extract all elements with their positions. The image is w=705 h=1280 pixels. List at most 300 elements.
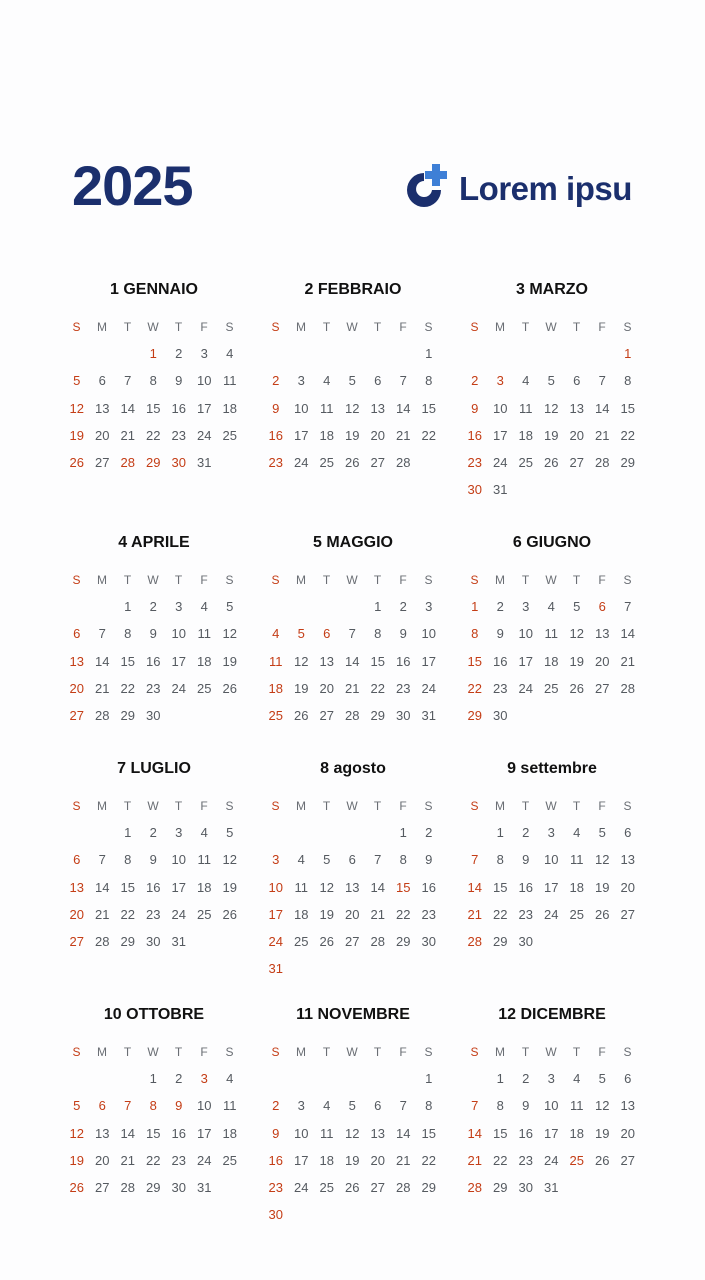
day: 6 xyxy=(98,373,106,389)
day: 15 xyxy=(620,400,635,416)
holiday-day: 9 xyxy=(175,1098,183,1114)
day: 24 xyxy=(421,680,436,696)
day: 7 xyxy=(98,852,106,868)
day: 24 xyxy=(493,454,508,470)
weekday-label: T xyxy=(373,573,382,587)
day-grid xyxy=(64,1042,248,1205)
holiday-day: 30 xyxy=(467,482,482,498)
day: 1 xyxy=(374,599,382,615)
month-7 xyxy=(64,759,248,959)
day: 19 xyxy=(345,427,360,443)
day: 28 xyxy=(396,1179,411,1195)
empty-cell xyxy=(513,344,539,371)
day-grid xyxy=(462,317,646,507)
day: 6 xyxy=(573,373,581,389)
day: 30 xyxy=(171,1179,186,1195)
empty-cell xyxy=(365,823,391,850)
day: 26 xyxy=(345,1179,360,1195)
empty-cell xyxy=(314,597,340,624)
day: 29 xyxy=(396,933,411,949)
day: 13 xyxy=(620,1098,635,1114)
empty-cell xyxy=(64,1069,90,1096)
weekday-label: S xyxy=(72,320,81,334)
day: 21 xyxy=(396,1152,411,1168)
day: 13 xyxy=(620,852,635,868)
day: 17 xyxy=(544,879,559,895)
day: 25 xyxy=(569,906,584,922)
day: 19 xyxy=(595,879,610,895)
day: 4 xyxy=(297,852,305,868)
day: 3 xyxy=(425,599,433,615)
holiday-day: 2 xyxy=(272,373,280,389)
day: 26 xyxy=(595,1152,610,1168)
day: 4 xyxy=(522,373,530,389)
day: 11 xyxy=(223,1098,237,1114)
day: 30 xyxy=(421,933,436,949)
weekday-label: M xyxy=(97,573,108,587)
weekday-label: T xyxy=(174,573,183,587)
day: 5 xyxy=(348,373,356,389)
day: 11 xyxy=(197,852,211,868)
day: 7 xyxy=(98,626,106,642)
day: 18 xyxy=(319,1152,334,1168)
day: 22 xyxy=(421,1152,436,1168)
day: 8 xyxy=(124,626,132,642)
holiday-day: 12 xyxy=(69,1125,84,1141)
weekday-label: W xyxy=(346,320,359,334)
day: 29 xyxy=(421,1179,436,1195)
weekday-label: S xyxy=(470,1045,479,1059)
day: 15 xyxy=(146,1125,161,1141)
weekday-label: T xyxy=(174,1045,183,1059)
day: 27 xyxy=(319,707,334,723)
weekday-label: F xyxy=(399,799,408,813)
day: 16 xyxy=(518,1125,533,1141)
weekday-label: S xyxy=(424,799,433,813)
day: 27 xyxy=(95,1179,110,1195)
weekday-label: T xyxy=(572,799,581,813)
day: 26 xyxy=(294,707,309,723)
day: 6 xyxy=(374,1098,382,1114)
holiday-day: 29 xyxy=(467,707,482,723)
empty-cell xyxy=(314,823,340,850)
day: 7 xyxy=(348,626,356,642)
holiday-day: 1 xyxy=(471,599,479,615)
day: 18 xyxy=(222,400,237,416)
day-grid xyxy=(462,796,646,959)
day: 28 xyxy=(95,707,110,723)
day: 11 xyxy=(197,626,211,642)
day: 14 xyxy=(620,626,635,642)
day: 9 xyxy=(496,626,504,642)
holiday-day: 16 xyxy=(268,1152,283,1168)
day: 22 xyxy=(146,1152,161,1168)
day: 4 xyxy=(200,825,208,841)
day: 2 xyxy=(522,825,530,841)
day: 23 xyxy=(518,906,533,922)
day: 20 xyxy=(620,879,635,895)
month-title: 1 GENNAIO xyxy=(109,281,198,298)
day: 4 xyxy=(226,1071,234,1087)
weekday-label: S xyxy=(623,1045,632,1059)
holiday-day: 18 xyxy=(268,680,283,696)
weekday-label: M xyxy=(296,320,307,334)
day: 20 xyxy=(370,1152,385,1168)
weekday-label: T xyxy=(123,1045,132,1059)
month-2 xyxy=(263,280,447,480)
weekday-label: F xyxy=(598,320,607,334)
day: 7 xyxy=(399,1098,407,1114)
month-title: 10 OTTOBRE xyxy=(103,1006,205,1023)
day: 24 xyxy=(294,1179,309,1195)
day: 14 xyxy=(95,653,110,669)
c-plus-logo-icon xyxy=(403,164,451,210)
weekday-label: T xyxy=(322,1045,331,1059)
day: 2 xyxy=(522,1071,530,1087)
day: 2 xyxy=(149,825,157,841)
day: 17 xyxy=(171,653,186,669)
empty-cell xyxy=(340,1069,366,1096)
holiday-day: 28 xyxy=(467,1179,482,1195)
holiday-day: 14 xyxy=(467,879,482,895)
holiday-day: 26 xyxy=(69,1179,84,1195)
day: 23 xyxy=(421,906,436,922)
day: 31 xyxy=(197,1179,212,1195)
empty-cell xyxy=(263,823,289,850)
day: 30 xyxy=(146,707,161,723)
weekday-label: M xyxy=(495,799,506,813)
day: 5 xyxy=(547,373,555,389)
month-title: 4 APRILE xyxy=(118,534,190,551)
weekday-label: W xyxy=(346,573,359,587)
day: 2 xyxy=(425,825,433,841)
day: 31 xyxy=(171,933,186,949)
day: 18 xyxy=(197,879,212,895)
day: 15 xyxy=(146,400,161,416)
day: 19 xyxy=(569,653,584,669)
empty-cell xyxy=(90,344,116,371)
weekday-label: F xyxy=(399,573,408,587)
day: 12 xyxy=(222,852,237,868)
day: 21 xyxy=(95,680,110,696)
day: 20 xyxy=(95,1152,110,1168)
day: 21 xyxy=(95,906,110,922)
weekday-label: S xyxy=(225,573,234,587)
day: 12 xyxy=(544,400,559,416)
day: 7 xyxy=(624,599,632,615)
holiday-day: 29 xyxy=(146,454,161,470)
day-grid xyxy=(462,570,646,733)
day: 5 xyxy=(348,1098,356,1114)
day: 27 xyxy=(345,933,360,949)
day: 10 xyxy=(518,626,533,642)
day: 19 xyxy=(222,879,237,895)
empty-cell xyxy=(314,344,340,371)
weekday-label: T xyxy=(521,320,530,334)
empty-cell xyxy=(365,1069,391,1096)
weekday-label: S xyxy=(470,320,479,334)
day: 22 xyxy=(493,1152,508,1168)
holiday-day: 22 xyxy=(467,680,482,696)
holiday-day: 10 xyxy=(268,879,283,895)
holiday-day: 26 xyxy=(69,454,84,470)
holiday-day: 5 xyxy=(73,373,81,389)
day: 3 xyxy=(522,599,530,615)
day: 17 xyxy=(197,400,212,416)
holiday-day: 4 xyxy=(272,626,280,642)
day: 1 xyxy=(149,1071,157,1087)
day-grid xyxy=(263,570,447,733)
empty-cell xyxy=(462,344,488,371)
holiday-day: 3 xyxy=(496,373,504,389)
day: 22 xyxy=(120,680,135,696)
month-5 xyxy=(263,533,447,733)
day: 6 xyxy=(624,825,632,841)
day: 8 xyxy=(149,373,157,389)
day: 26 xyxy=(345,454,360,470)
day: 15 xyxy=(493,879,508,895)
empty-cell xyxy=(90,597,116,624)
holiday-day: 3 xyxy=(200,1071,208,1087)
day: 9 xyxy=(149,626,157,642)
holiday-day: 17 xyxy=(268,906,283,922)
weekday-label: M xyxy=(495,1045,506,1059)
weekday-label: T xyxy=(322,573,331,587)
weekday-label: W xyxy=(346,799,359,813)
weekday-label: F xyxy=(399,320,408,334)
day: 15 xyxy=(421,400,436,416)
day: 16 xyxy=(146,653,161,669)
day: 5 xyxy=(226,599,234,615)
day: 6 xyxy=(374,373,382,389)
day: 22 xyxy=(146,427,161,443)
weekday-label: T xyxy=(521,1045,530,1059)
weekday-label: T xyxy=(123,799,132,813)
empty-cell xyxy=(263,1069,289,1096)
day: 28 xyxy=(620,680,635,696)
month-title: 2 FEBBRAIO xyxy=(304,281,402,298)
weekday-label: F xyxy=(200,320,209,334)
empty-cell xyxy=(462,1069,488,1096)
holiday-day: 19 xyxy=(69,1152,84,1168)
holiday-day: 2 xyxy=(272,1098,280,1114)
day: 16 xyxy=(171,1125,186,1141)
weekday-label: M xyxy=(296,573,307,587)
weekday-label: S xyxy=(225,320,234,334)
day: 24 xyxy=(518,680,533,696)
day: 1 xyxy=(496,1071,504,1087)
day-grid xyxy=(64,570,248,733)
month-6 xyxy=(462,533,646,733)
holiday-day: 8 xyxy=(471,626,479,642)
weekday-label: S xyxy=(225,799,234,813)
empty-cell xyxy=(391,344,417,371)
weekday-label: W xyxy=(147,320,160,334)
day: 29 xyxy=(370,707,385,723)
holiday-day: 6 xyxy=(323,626,331,642)
month-10 xyxy=(64,1005,248,1205)
day: 12 xyxy=(345,400,360,416)
day: 27 xyxy=(595,680,610,696)
day: 31 xyxy=(197,454,212,470)
day: 16 xyxy=(518,879,533,895)
holiday-day: 5 xyxy=(73,1098,81,1114)
day: 3 xyxy=(547,825,555,841)
day: 15 xyxy=(421,1125,436,1141)
weekday-label: W xyxy=(545,1045,558,1059)
month-title: 12 DICEMBRE xyxy=(498,1006,606,1023)
day: 14 xyxy=(396,400,411,416)
day: 12 xyxy=(569,626,584,642)
weekday-label: W xyxy=(147,573,160,587)
day: 25 xyxy=(319,1179,334,1195)
weekday-label: S xyxy=(271,1045,280,1059)
day: 21 xyxy=(396,427,411,443)
day: 28 xyxy=(95,933,110,949)
weekday-label: M xyxy=(296,799,307,813)
day: 19 xyxy=(222,653,237,669)
day: 31 xyxy=(493,482,508,498)
day: 25 xyxy=(319,454,334,470)
day: 22 xyxy=(370,680,385,696)
day-grid xyxy=(64,796,248,959)
day: 20 xyxy=(370,427,385,443)
day: 16 xyxy=(396,653,411,669)
day: 31 xyxy=(544,1179,559,1195)
empty-cell xyxy=(263,344,289,371)
day: 21 xyxy=(120,427,135,443)
day: 12 xyxy=(595,1098,610,1114)
weekday-label: F xyxy=(598,573,607,587)
day: 10 xyxy=(197,1098,212,1114)
weekday-label: T xyxy=(572,1045,581,1059)
empty-cell xyxy=(564,344,590,371)
day: 16 xyxy=(421,879,436,895)
day: 21 xyxy=(620,653,635,669)
holiday-day: 23 xyxy=(268,454,283,470)
day: 25 xyxy=(222,1152,237,1168)
weekday-label: F xyxy=(598,799,607,813)
day: 27 xyxy=(95,454,110,470)
holiday-day: 20 xyxy=(69,680,84,696)
day: 1 xyxy=(124,825,132,841)
day: 4 xyxy=(323,1098,331,1114)
day: 30 xyxy=(518,1179,533,1195)
day: 17 xyxy=(493,427,508,443)
month-11 xyxy=(263,1005,447,1232)
logo-text: Lorem ipsu xyxy=(459,169,632,207)
day: 28 xyxy=(595,454,610,470)
day: 14 xyxy=(345,653,360,669)
day: 21 xyxy=(370,906,385,922)
weekday-label: M xyxy=(97,799,108,813)
day: 12 xyxy=(595,852,610,868)
day: 23 xyxy=(146,680,161,696)
holiday-day: 7 xyxy=(471,852,479,868)
day: 13 xyxy=(595,626,610,642)
day: 7 xyxy=(124,373,132,389)
day: 9 xyxy=(425,852,433,868)
day: 14 xyxy=(120,1125,135,1141)
month-title: 5 MAGGIO xyxy=(312,534,393,551)
day: 16 xyxy=(146,879,161,895)
day: 13 xyxy=(95,1125,110,1141)
day: 11 xyxy=(519,400,533,416)
month-title: 7 LUGLIO xyxy=(117,760,191,777)
day: 3 xyxy=(175,825,183,841)
day: 20 xyxy=(345,906,360,922)
year-title: 2025 xyxy=(72,154,193,217)
day: 13 xyxy=(345,879,360,895)
day: 14 xyxy=(595,400,610,416)
day: 5 xyxy=(323,852,331,868)
day: 19 xyxy=(319,906,334,922)
day: 24 xyxy=(171,680,186,696)
day: 27 xyxy=(370,454,385,470)
day: 7 xyxy=(399,373,407,389)
empty-cell xyxy=(263,597,289,624)
day: 7 xyxy=(374,852,382,868)
day: 23 xyxy=(171,1152,186,1168)
day: 10 xyxy=(544,1098,559,1114)
weekday-label: T xyxy=(521,573,530,587)
day: 28 xyxy=(370,933,385,949)
day: 12 xyxy=(294,653,309,669)
holiday-day: 19 xyxy=(69,427,84,443)
holiday-day: 14 xyxy=(467,1125,482,1141)
weekday-label: F xyxy=(598,1045,607,1059)
day: 17 xyxy=(294,1152,309,1168)
holiday-day: 25 xyxy=(268,707,283,723)
day: 18 xyxy=(544,653,559,669)
day: 5 xyxy=(598,825,606,841)
day: 19 xyxy=(294,680,309,696)
weekday-label: T xyxy=(373,1045,382,1059)
weekday-label: M xyxy=(495,573,506,587)
day: 8 xyxy=(124,852,132,868)
day: 29 xyxy=(620,454,635,470)
weekday-label: F xyxy=(200,799,209,813)
holiday-day: 13 xyxy=(69,879,84,895)
weekday-label: S xyxy=(271,320,280,334)
weekday-label: T xyxy=(572,320,581,334)
day: 13 xyxy=(319,653,334,669)
day: 17 xyxy=(294,427,309,443)
day: 5 xyxy=(226,825,234,841)
day: 11 xyxy=(320,1125,334,1141)
holiday-day: 27 xyxy=(69,933,84,949)
day: 11 xyxy=(294,879,308,895)
month-8 xyxy=(263,759,447,986)
weekday-label: W xyxy=(545,799,558,813)
day: 2 xyxy=(175,1071,183,1087)
weekday-label: T xyxy=(174,799,183,813)
day: 11 xyxy=(544,626,558,642)
holiday-day: 2 xyxy=(471,373,479,389)
empty-cell xyxy=(340,344,366,371)
day: 4 xyxy=(573,1071,581,1087)
empty-cell xyxy=(289,823,315,850)
holiday-day: 6 xyxy=(73,852,81,868)
day: 22 xyxy=(620,427,635,443)
day: 24 xyxy=(294,454,309,470)
day: 2 xyxy=(149,599,157,615)
weekday-label: S xyxy=(470,799,479,813)
day: 11 xyxy=(570,852,584,868)
holiday-day: 12 xyxy=(69,400,84,416)
day: 5 xyxy=(598,1071,606,1087)
day: 24 xyxy=(197,1152,212,1168)
